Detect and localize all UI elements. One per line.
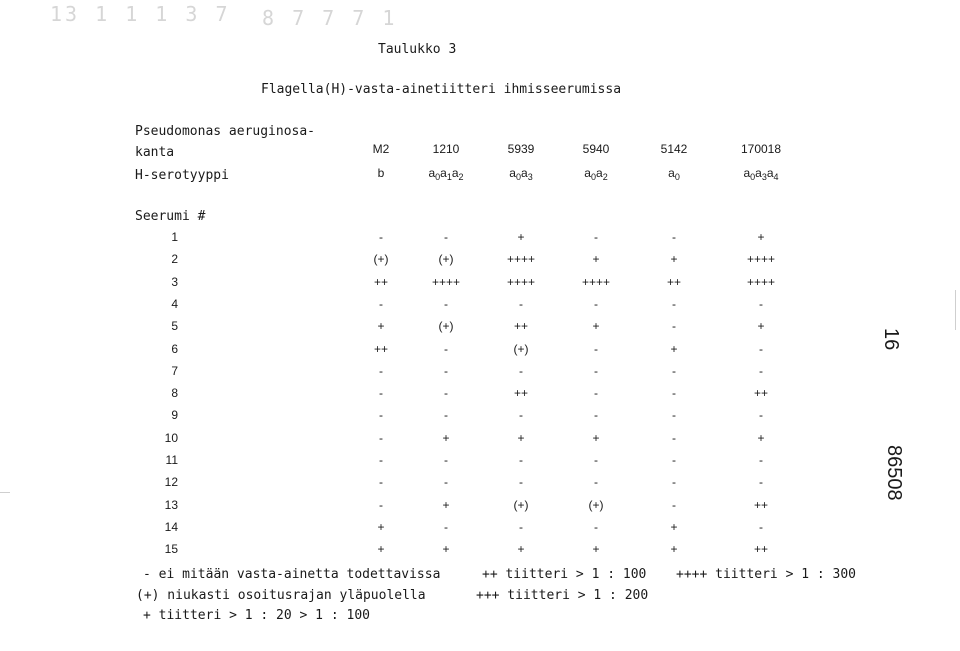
titer-cell: - <box>519 475 523 490</box>
legend-double-plus: ++ tiitteri > 1 : 100 <box>482 567 647 582</box>
titer-cell: + <box>377 519 385 534</box>
titer-cell: + <box>757 230 765 244</box>
titer-cell: - <box>672 497 676 512</box>
scan-artifact-left: 13 1 1 1 3 7 <box>50 2 231 26</box>
titer-cell: - <box>672 296 676 311</box>
titer-cell: + <box>442 497 450 512</box>
serotype-label: H-serotyyppi <box>135 168 229 183</box>
serum-number: 8 <box>171 386 178 401</box>
strain-header: 5142 <box>660 142 688 156</box>
titer-cell: ++ <box>753 386 768 401</box>
titer-cell: - <box>444 519 448 534</box>
titer-cell: + <box>517 542 525 557</box>
titer-cell: + <box>592 319 600 334</box>
titer-cell: ++ <box>373 274 388 289</box>
titer-cell: - <box>759 519 763 534</box>
titer-cell: ++ <box>753 542 768 557</box>
titer-cell: + <box>670 519 678 534</box>
serum-number: 9 <box>171 408 178 423</box>
serotype-part: a <box>428 166 436 180</box>
titer-cell: - <box>672 475 676 490</box>
titer-cell: - <box>759 296 763 311</box>
titer-cell: + <box>442 542 450 557</box>
titer-cell: - <box>444 386 448 401</box>
scan-artifact-right: 8 7 7 7 1 <box>262 6 398 30</box>
serum-label: Seerumi # <box>135 209 206 224</box>
titer-cell: ++++ <box>506 252 536 267</box>
titer-cell: + <box>442 430 450 445</box>
serotype-part: a <box>766 166 774 180</box>
titer-cell: - <box>379 408 383 423</box>
serotype-header <box>351 166 411 180</box>
titer-cell: - <box>672 230 676 244</box>
serum-number: 6 <box>171 341 178 356</box>
strain-header: 1210 <box>432 142 460 156</box>
titer-cell: - <box>379 475 383 490</box>
titer-cell: + <box>670 252 678 267</box>
legend-weak: (+) niukasti osoitusrajan yläpuolella <box>136 588 426 603</box>
serotype-part: a <box>743 166 751 180</box>
titer-cell: - <box>594 408 598 423</box>
titer-cell: - <box>519 363 523 378</box>
serotype-part: a <box>584 166 591 180</box>
titer-cell: ++++ <box>506 274 536 289</box>
titer-cell: - <box>672 363 676 378</box>
legend-single-plus: + tiitteri > 1 : 20 > 1 : 100 <box>143 608 370 623</box>
serotype-part: a <box>521 166 528 180</box>
serum-number: 12 <box>164 475 178 490</box>
titer-cell: - <box>444 296 448 311</box>
titer-cell: - <box>594 230 598 244</box>
titer-cell: - <box>379 453 383 467</box>
titer-cell: - <box>759 341 763 356</box>
serotype-header <box>731 166 791 182</box>
serotype-part: 0 <box>590 172 596 182</box>
titer-cell: + <box>757 430 765 445</box>
titer-cell: + <box>377 319 385 334</box>
titer-cell: - <box>672 430 676 445</box>
titer-cell: - <box>594 386 598 401</box>
titer-cell: (+) <box>588 497 604 512</box>
titer-cell: - <box>379 497 383 512</box>
titer-cell: (+) <box>438 319 454 334</box>
titer-cell: + <box>592 430 600 445</box>
document-number: 86508 <box>883 445 905 501</box>
titer-cell: - <box>444 408 448 423</box>
titer-cell: - <box>444 230 448 244</box>
serum-number: 2 <box>171 252 178 267</box>
titer-cell: - <box>379 386 383 401</box>
serotype-header <box>644 166 704 182</box>
titer-cell: ++++ <box>746 252 776 267</box>
strain-header: M2 <box>372 142 390 156</box>
titer-cell: (+) <box>513 497 529 512</box>
titer-cell: - <box>444 453 448 467</box>
strain-header: 170018 <box>740 142 782 156</box>
serotype-part: 0 <box>750 172 756 182</box>
serotype-part: 0 <box>515 172 521 182</box>
titer-cell: + <box>517 430 525 445</box>
titer-cell: ++ <box>373 341 388 356</box>
titer-cell: ++ <box>666 274 681 289</box>
titer-cell: ++++ <box>431 274 461 289</box>
serotype-part: 2 <box>602 172 608 182</box>
titer-cell: - <box>759 453 763 467</box>
titer-cell: - <box>594 296 598 311</box>
titer-cell: + <box>377 542 385 557</box>
titer-cell: - <box>379 296 383 311</box>
titer-cell: - <box>672 408 676 423</box>
serotype-part: a <box>668 166 675 180</box>
titer-cell: + <box>757 319 765 334</box>
legend-triple-plus: +++ tiitteri > 1 : 200 <box>476 588 649 603</box>
serotype-part: 0 <box>435 172 441 182</box>
serotype-part: 3 <box>527 172 533 182</box>
titer-cell: - <box>759 408 763 423</box>
titer-cell: + <box>670 341 678 356</box>
serotype-part: a <box>440 166 447 180</box>
titer-cell: (+) <box>513 341 529 356</box>
titer-cell: + <box>592 252 600 267</box>
titer-cell: ++ <box>753 497 768 512</box>
titer-cell: - <box>672 386 676 401</box>
table-subtitle: Flagella(H)-vasta-ainetiitteri ihmisseerumissa <box>261 82 622 97</box>
titer-cell: - <box>519 408 523 423</box>
titer-cell: - <box>519 519 523 534</box>
serum-number: 3 <box>171 274 178 289</box>
titer-cell: - <box>594 363 598 378</box>
strain-header: 5940 <box>582 142 610 156</box>
titer-cell: ++ <box>513 319 528 334</box>
kanta-label-line2: kanta <box>135 145 175 160</box>
titer-cell: - <box>379 430 383 445</box>
serum-number: 4 <box>171 296 178 311</box>
serotype-part: 4 <box>773 172 779 182</box>
titer-cell: - <box>759 475 763 490</box>
titer-cell: + <box>592 542 600 557</box>
titer-cell: - <box>759 363 763 378</box>
titer-cell: - <box>594 519 598 534</box>
serotype-part: b <box>377 166 385 180</box>
titer-cell: - <box>519 453 523 467</box>
titer-cell: - <box>444 475 448 490</box>
titer-cell: (+) <box>438 252 454 267</box>
titer-cell: ++++ <box>581 274 611 289</box>
serotype-part: a <box>596 166 603 180</box>
titer-cell: - <box>379 230 383 244</box>
titer-cell: - <box>672 453 676 467</box>
serotype-part: a <box>755 166 762 180</box>
serotype-part: a <box>509 166 516 180</box>
page-number: 16 <box>880 328 902 351</box>
titer-cell: (+) <box>373 252 389 267</box>
titer-cell: + <box>517 230 525 244</box>
titer-cell: - <box>672 319 676 334</box>
titer-cell: - <box>379 363 383 378</box>
serum-number: 15 <box>164 542 178 557</box>
serum-number: 13 <box>164 497 178 512</box>
serotype-part: 1 <box>446 172 452 182</box>
serum-number: 1 <box>171 230 178 244</box>
strain-header: 5939 <box>507 142 535 156</box>
legend-none: - ei mitään vasta-ainetta todettavissa <box>143 567 441 582</box>
legend-quad-plus: ++++ tiitteri > 1 : 300 <box>676 567 857 582</box>
serotype-part: 0 <box>674 172 680 182</box>
serotype-part: 2 <box>458 172 464 182</box>
titer-cell: ++++ <box>746 274 776 289</box>
serum-number: 7 <box>171 363 178 378</box>
titer-cell: - <box>444 363 448 378</box>
titer-cell: - <box>444 341 448 356</box>
titer-cell: + <box>670 542 678 557</box>
serotype-header <box>566 166 626 182</box>
serotype-part: 3 <box>761 172 767 182</box>
titer-cell: - <box>519 296 523 311</box>
kanta-label-line1: Pseudomonas aeruginosa- <box>135 124 316 139</box>
titer-cell: - <box>594 341 598 356</box>
serotype-part: a <box>451 166 459 180</box>
edge-mark-left <box>0 492 10 493</box>
serum-number: 11 <box>165 453 178 467</box>
serum-number: 10 <box>164 430 178 445</box>
table-title: Taulukko 3 <box>378 42 457 57</box>
titer-cell: - <box>594 453 598 467</box>
serum-number: 14 <box>164 519 178 534</box>
titer-cell: - <box>594 475 598 490</box>
serum-number: 5 <box>171 319 178 334</box>
serotype-header <box>491 166 551 182</box>
titer-cell: ++ <box>513 386 528 401</box>
edge-mark-right <box>955 290 956 330</box>
serotype-header <box>416 166 476 182</box>
